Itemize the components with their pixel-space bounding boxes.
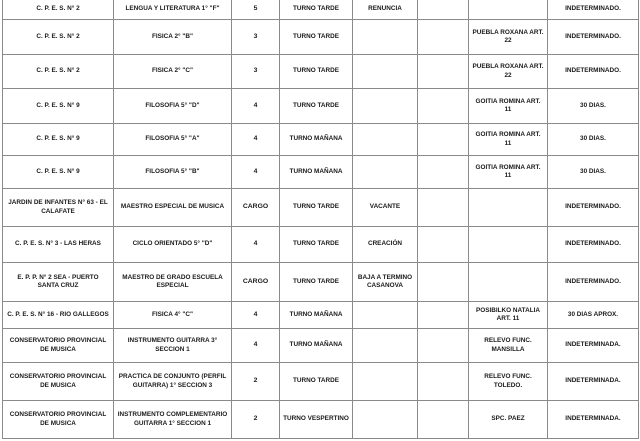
table-row <box>3 263 639 302</box>
shift-cell: TURNO MAÑANA <box>280 302 353 329</box>
reason-cell <box>353 363 418 401</box>
blank-cell <box>418 227 469 263</box>
shift-cell: TURNO MAÑANA <box>280 156 353 189</box>
duration-cell: 30 DIAS. <box>548 124 639 156</box>
holder-cell: POSIBILKO NATALIA ART. 11 <box>469 302 548 329</box>
holder-cell: SPC. PAEZ <box>469 401 548 439</box>
subject-cell: MAESTRO ESPECIAL DE MUSICA <box>114 189 232 227</box>
reason-cell <box>353 329 418 363</box>
table-row <box>3 89 639 124</box>
blank-cell <box>418 0 469 20</box>
holder-cell: RELEVO FUNC. TOLEDO. <box>469 363 548 401</box>
subject-cell: FILOSOFIA 5° "A" <box>114 124 232 156</box>
reason-cell <box>353 124 418 156</box>
subject-cell: INSTRUMENTO COMPLEMENTARIO GUITARRA 1° SECCION 1 <box>114 401 232 439</box>
school-cell: E. P. P. N° 2 SEA - PUERTO SANTA CRUZ <box>3 263 114 302</box>
blank-cell <box>418 189 469 227</box>
reason-cell <box>353 89 418 124</box>
duration-cell: INDETERMINADA. <box>548 401 639 439</box>
reason-cell: RENUNCIA <box>353 0 418 20</box>
holder-cell <box>469 263 548 302</box>
subject-cell: MAESTRO DE GRADO ESCUELA ESPECIAL <box>114 263 232 302</box>
table-row <box>3 55 639 89</box>
blank-cell <box>418 89 469 124</box>
school-cell: CONSERVATORIO PROVINCIAL DE MUSICA <box>3 329 114 363</box>
duration-cell: 30 DIAS. <box>548 89 639 124</box>
school-cell: C. P. E. S. N° 3 - LAS HERAS <box>3 227 114 263</box>
blank-cell <box>418 156 469 189</box>
school-cell: C. P. E. S. N° 2 <box>3 20 114 55</box>
duration-cell: INDETERMINADO. <box>548 55 639 89</box>
school-cell: CONSERVATORIO PROVINCIAL DE MUSICA <box>3 401 114 439</box>
reason-cell <box>353 156 418 189</box>
hours-cell: 3 <box>232 55 280 89</box>
holder-cell <box>469 189 548 227</box>
table-row <box>3 227 639 263</box>
table-row <box>3 363 639 401</box>
subject-cell: INSTRUMENTO GUITARRA 3° SECCION 1 <box>114 329 232 363</box>
subject-cell: PRACTICA DE CONJUNTO (PERFIL GUITARRA) 1° SECCION 3 <box>114 363 232 401</box>
shift-cell: TURNO TARDE <box>280 363 353 401</box>
school-cell: C. P. E. S. N° 2 <box>3 0 114 20</box>
duration-cell: INDETERMINADA. <box>548 363 639 401</box>
shift-cell: TURNO TARDE <box>280 263 353 302</box>
school-cell: C. P. E. S. N° 9 <box>3 89 114 124</box>
shift-cell: TURNO VESPERTINO <box>280 401 353 439</box>
blank-cell <box>418 263 469 302</box>
holder-cell: GOITIA ROMINA ART. 11 <box>469 124 548 156</box>
table-row <box>3 302 639 329</box>
subject-cell: CICLO ORIENTADO 5° "D" <box>114 227 232 263</box>
hours-cell: 2 <box>232 363 280 401</box>
hours-cell: 4 <box>232 156 280 189</box>
subject-cell: LENGUA Y LITERATURA 1° "F" <box>114 0 232 20</box>
blank-cell <box>418 20 469 55</box>
duration-cell: 30 DIAS APROX. <box>548 302 639 329</box>
table-row <box>3 124 639 156</box>
shift-cell: TURNO TARDE <box>280 227 353 263</box>
reason-cell: CREACIÓN <box>353 227 418 263</box>
hours-cell: 4 <box>232 302 280 329</box>
shift-cell: TURNO TARDE <box>280 0 353 20</box>
hours-cell: 4 <box>232 89 280 124</box>
shift-cell: TURNO TARDE <box>280 89 353 124</box>
shift-cell: TURNO TARDE <box>280 20 353 55</box>
blank-cell <box>418 302 469 329</box>
subject-cell: FILOSOFIA 5° "B" <box>114 156 232 189</box>
vacancy-table <box>2 0 639 439</box>
school-cell: C. P. E. S. N° 16 - RIO GALLEGOS <box>3 302 114 329</box>
duration-cell: INDETERMINADO. <box>548 189 639 227</box>
reason-cell <box>353 20 418 55</box>
table-row <box>3 156 639 189</box>
hours-cell: 2 <box>232 401 280 439</box>
shift-cell: TURNO MAÑANA <box>280 124 353 156</box>
reason-cell: BAJA A TERMINO CASANOVA <box>353 263 418 302</box>
blank-cell <box>418 363 469 401</box>
school-cell: C. P. E. S. N° 9 <box>3 156 114 189</box>
school-cell: CONSERVATORIO PROVINCIAL DE MUSICA <box>3 363 114 401</box>
duration-cell: INDETERMINADO. <box>548 263 639 302</box>
hours-cell: 4 <box>232 227 280 263</box>
subject-cell: FISICA 4° "C" <box>114 302 232 329</box>
shift-cell: TURNO TARDE <box>280 189 353 227</box>
table-row <box>3 20 639 55</box>
hours-cell: 4 <box>232 124 280 156</box>
duration-cell: INDETERMINADO. <box>548 20 639 55</box>
duration-cell: INDETERMINADO. <box>548 0 639 20</box>
holder-cell: GOITIA ROMINA ART. 11 <box>469 89 548 124</box>
subject-cell: FILOSOFIA 5° "D" <box>114 89 232 124</box>
table-row <box>3 0 639 20</box>
shift-cell: TURNO TARDE <box>280 55 353 89</box>
subject-cell: FISICA 2° "C" <box>114 55 232 89</box>
reason-cell: VACANTE <box>353 189 418 227</box>
duration-cell: 30 DIAS. <box>548 156 639 189</box>
holder-cell <box>469 0 548 20</box>
holder-cell <box>469 227 548 263</box>
shift-cell: TURNO MAÑANA <box>280 329 353 363</box>
school-cell: JARDIN DE INFANTES N° 63 - EL CALAFATE <box>3 189 114 227</box>
hours-cell: 4 <box>232 329 280 363</box>
school-cell: C. P. E. S. N° 2 <box>3 55 114 89</box>
blank-cell <box>418 124 469 156</box>
table-row <box>3 329 639 363</box>
reason-cell <box>353 302 418 329</box>
holder-cell: PUEBLA ROXANA ART. 22 <box>469 55 548 89</box>
hours-cell: CARGO <box>232 263 280 302</box>
school-cell: C. P. E. S. N° 9 <box>3 124 114 156</box>
holder-cell: PUEBLA ROXANA ART. 22 <box>469 20 548 55</box>
hours-cell: CARGO <box>232 189 280 227</box>
blank-cell <box>418 329 469 363</box>
hours-cell: 3 <box>232 20 280 55</box>
subject-cell: FISICA 2° "B" <box>114 20 232 55</box>
vacancy-table-body <box>3 0 639 439</box>
duration-cell: INDETERMINADA. <box>548 329 639 363</box>
table-row <box>3 401 639 439</box>
holder-cell: RELEVO FUNC. MANSILLA <box>469 329 548 363</box>
table-row <box>3 189 639 227</box>
reason-cell <box>353 401 418 439</box>
holder-cell: GOITIA ROMINA ART. 11 <box>469 156 548 189</box>
reason-cell <box>353 55 418 89</box>
duration-cell: INDETERMINADO. <box>548 227 639 263</box>
blank-cell <box>418 55 469 89</box>
blank-cell <box>418 401 469 439</box>
hours-cell: 5 <box>232 0 280 20</box>
